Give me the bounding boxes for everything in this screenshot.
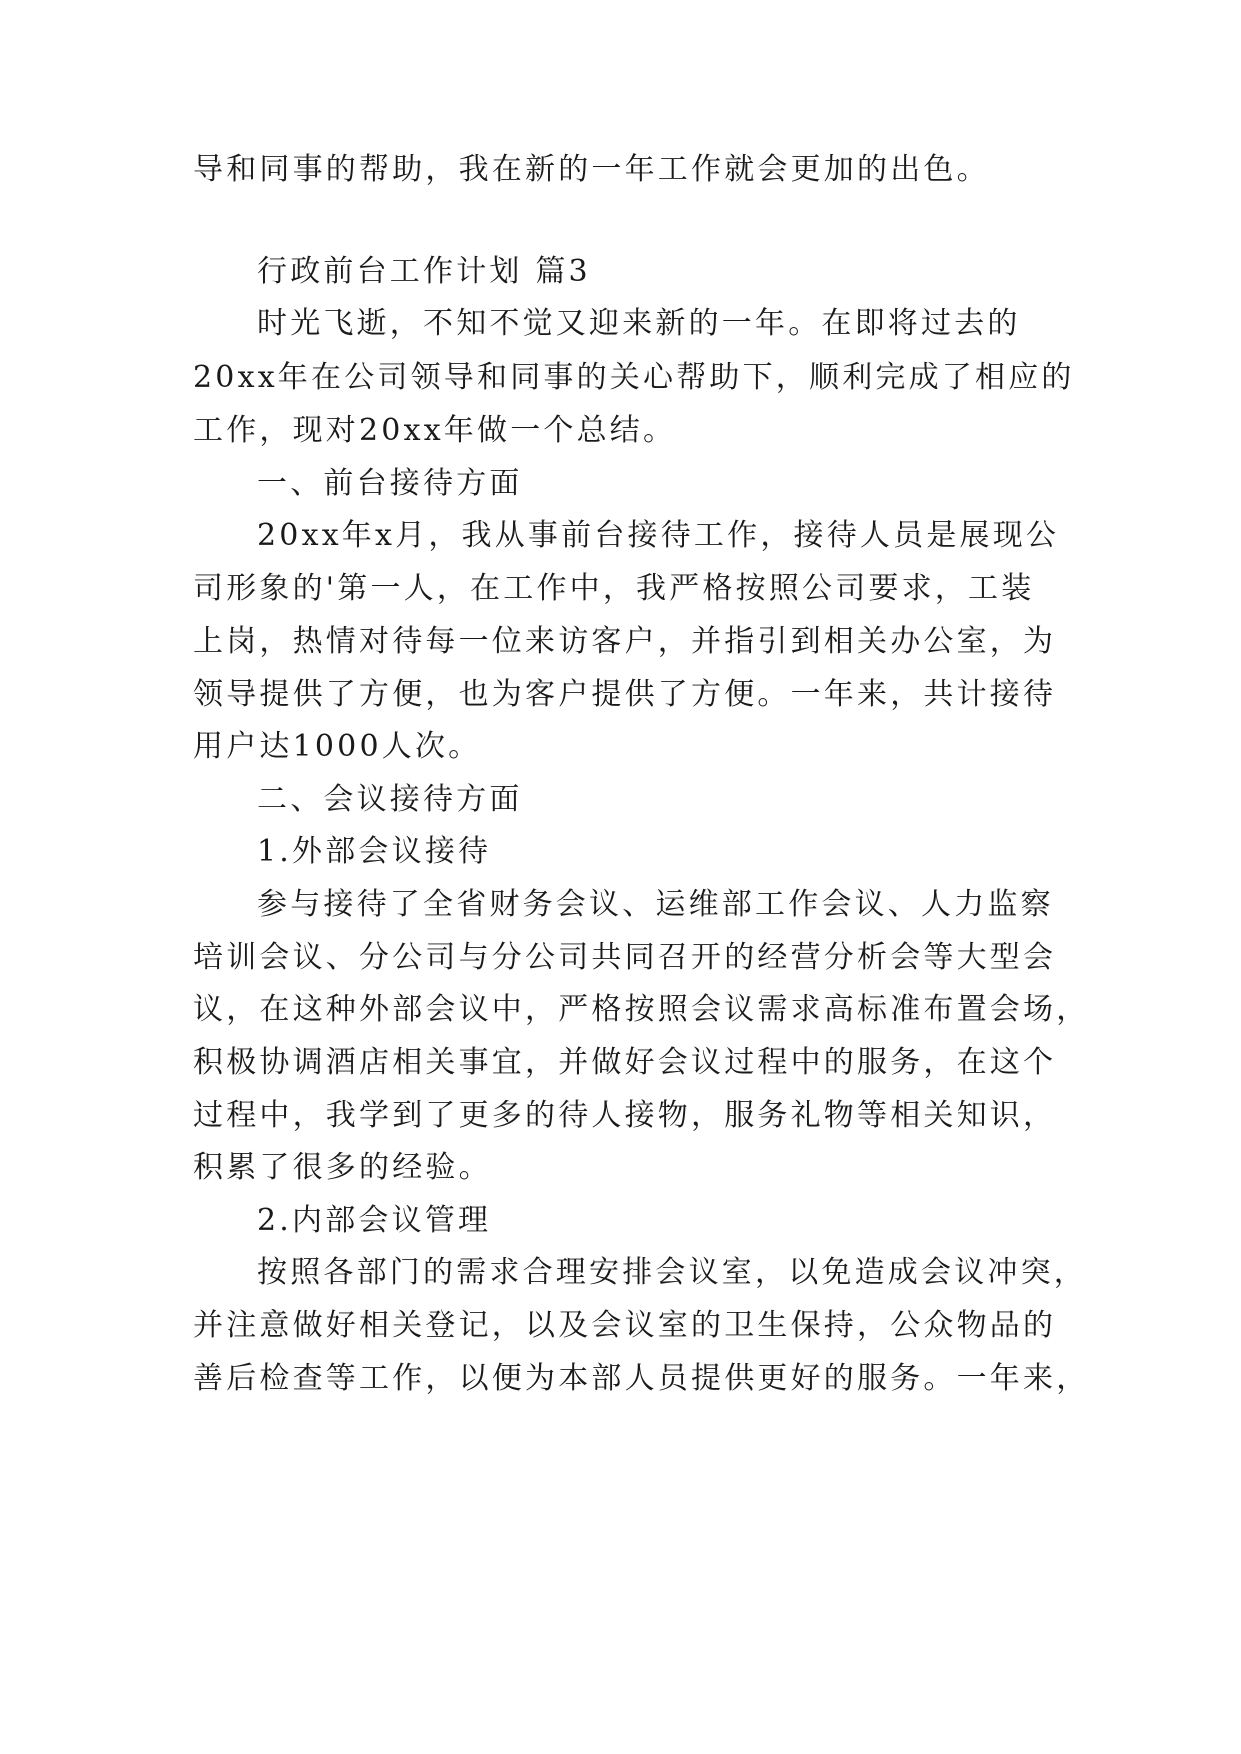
paragraph-line: 培训会议、分公司与分公司共同召开的经营分析会等大型会 — [193, 940, 1057, 975]
subsection-heading: 2.内部会议管理 — [257, 1203, 492, 1238]
section-heading: 二、会议接待方面 — [257, 782, 523, 817]
paragraph-line: 用户达1000人次。 — [193, 729, 482, 764]
paragraph-line: 议，在这种外部会议中，严格按照会议需求高标准布置会场， — [193, 992, 1090, 1027]
paragraph-line: 司形象的'第一人，在工作中，我严格按照公司要求，工装 — [193, 571, 1035, 606]
paragraph-line: 上岗，热情对待每一位来访客户，并指引到相关办公室，为 — [193, 624, 1057, 659]
paragraph-line: 时光飞逝，不知不觉又迎来新的一年。在即将过去的 — [257, 306, 1021, 341]
section-heading: 一、前台接待方面 — [257, 466, 523, 501]
paragraph-line: 积累了很多的经验。 — [193, 1150, 492, 1185]
paragraph-line: 领导提供了方便，也为客户提供了方便。一年来，共计接待 — [193, 677, 1057, 712]
paragraph-line: 善后检查等工作，以便为本部人员提供更好的服务。一年来， — [193, 1361, 1090, 1396]
paragraph-line: 20xx年x月，我从事前台接待工作，接待人员是展现公 — [257, 518, 1060, 553]
paragraph-line: 参与接待了全省财务会议、运维部工作会议、人力监察 — [257, 887, 1054, 922]
paragraph-line: 导和同事的帮助，我在新的一年工作就会更加的出色。 — [193, 152, 990, 187]
paragraph-line: 工作，现对20xx年做一个总结。 — [193, 413, 677, 448]
document-page — [193, 0, 1090, 1754]
paragraph-line: 20xx年在公司领导和同事的关心帮助下，顺利完成了相应的 — [193, 360, 1075, 395]
paragraph-line: 过程中，我学到了更多的待人接物，服务礼物等相关知识， — [193, 1098, 1057, 1133]
paragraph-line: 并注意做好相关登记，以及会议室的卫生保持，公众物品的 — [193, 1308, 1057, 1343]
subsection-heading: 1.外部会议接待 — [257, 834, 492, 869]
section-title: 行政前台工作计划 篇3 — [257, 254, 591, 289]
paragraph-line: 积极协调酒店相关事宜，并做好会议过程中的服务，在这个 — [193, 1045, 1057, 1080]
paragraph-line: 按照各部门的需求合理安排会议室，以免造成会议冲突， — [257, 1255, 1087, 1290]
